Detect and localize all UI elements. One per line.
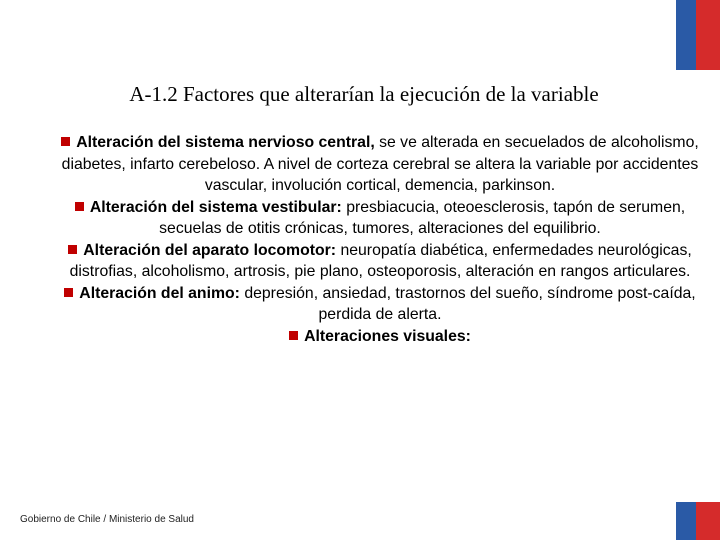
item-heading: Alteraciones visuales:	[304, 327, 471, 345]
square-bullet-icon	[75, 202, 84, 211]
flag-red-stripe	[696, 502, 720, 540]
item-text: presbiacucia, oteoesclerosis, tapón de serumen, secuelas de otitis crónicas, tumores, alteraciones del equilibrio.	[159, 198, 686, 237]
item-text: se ve alterada en secuelados de alcoholismo, diabetes, infarto cerebeloso. A nivel de corteza cerebral se altera la variable por accidentes vascular, involución cortical, demencia, parkinson.	[61, 134, 699, 194]
item-heading: Alteración del aparato locomotor:	[83, 241, 337, 259]
item-heading: Alteración del sistema nervioso central,	[76, 134, 375, 151]
bullet-list	[60, 132, 700, 347]
slide-title: A-1.2 Factores que alterarían la ejecución de la variable	[129, 82, 599, 106]
flag-blue-stripe	[676, 502, 696, 540]
list-item	[60, 240, 700, 283]
chile-flag-bottom-decoration	[676, 502, 720, 540]
square-bullet-icon	[61, 137, 70, 146]
square-bullet-icon	[289, 331, 298, 340]
square-bullet-icon	[64, 288, 73, 297]
flag-red-stripe	[696, 0, 720, 70]
flag-blue-stripe	[676, 0, 696, 70]
chile-flag-top-decoration	[676, 0, 720, 70]
footer-text: Gobierno de Chile / Ministerio de Salud	[20, 514, 194, 525]
list-item	[60, 326, 700, 348]
list-item	[60, 132, 700, 197]
item-heading: Alteración del animo:	[79, 284, 240, 302]
list-item	[60, 283, 700, 326]
list-item	[60, 197, 700, 240]
square-bullet-icon	[68, 245, 77, 254]
item-heading: Alteración del sistema vestibular:	[89, 198, 342, 216]
item-text: depresión, ansiedad, trastornos del sueño, síndrome post-caída, perdida de alerta.	[244, 284, 696, 323]
item-text: neuropatía diabética, enfermedades neurológicas, distrofias, alcoholismo, artrosis, pie plano, osteoporosis, alteración en rangos articulares.	[69, 241, 692, 280]
